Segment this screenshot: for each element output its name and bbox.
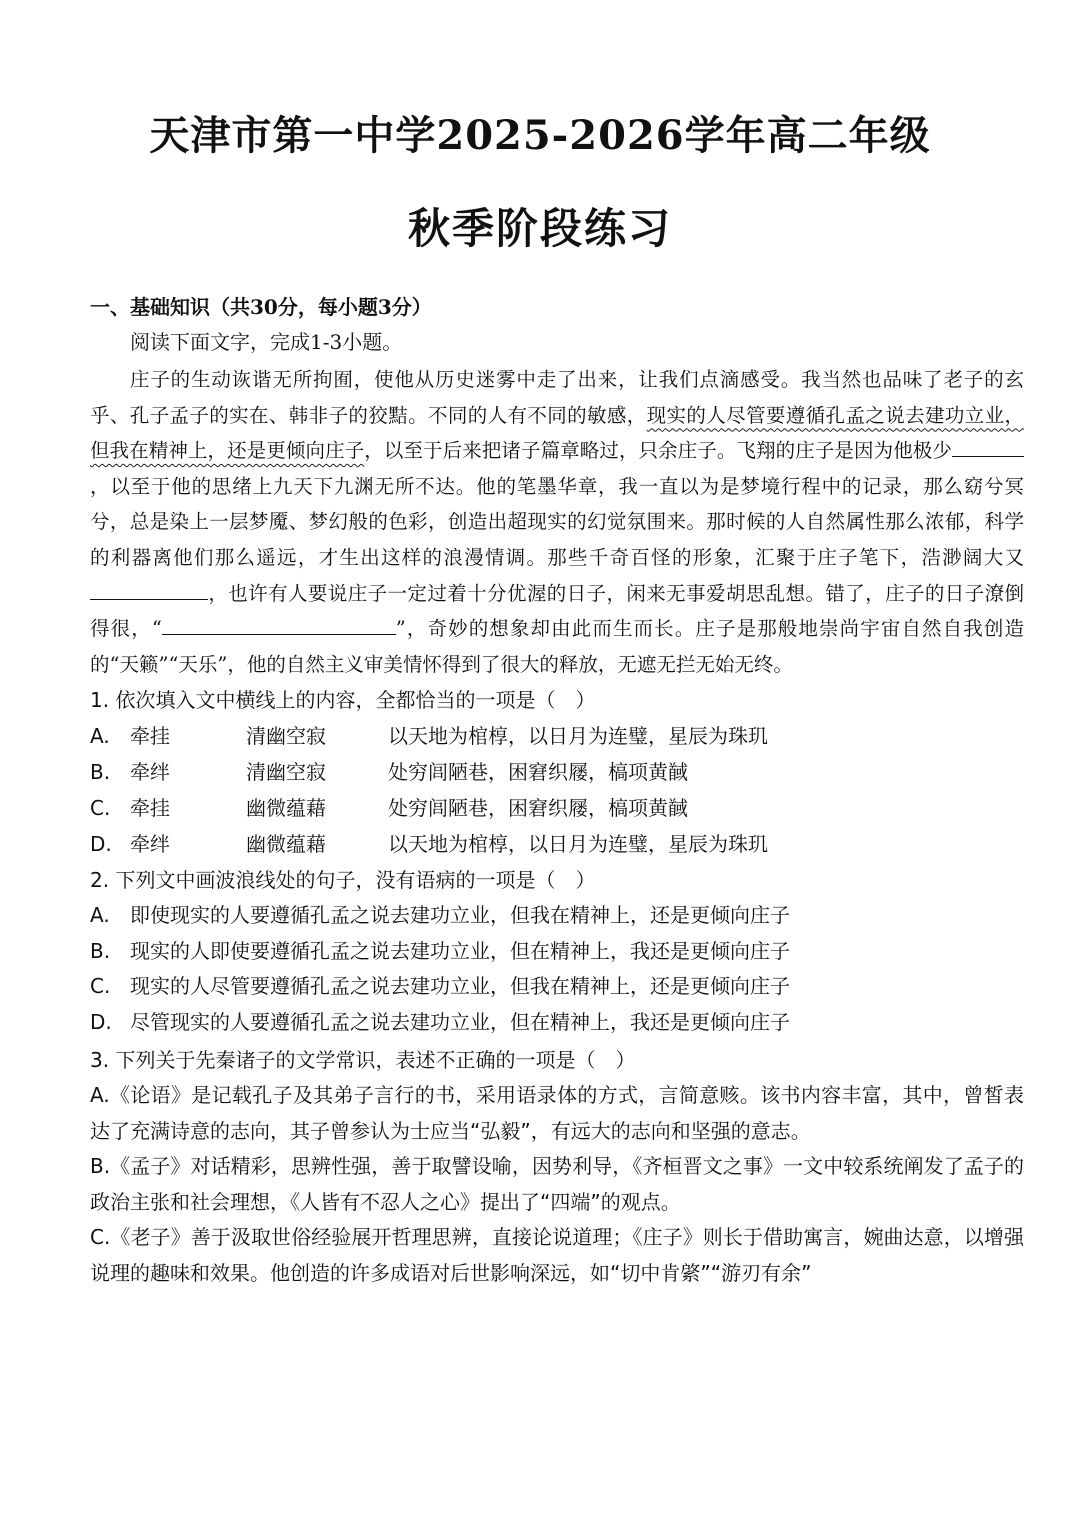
question-1-option xyxy=(90,718,1024,754)
option-letter: B. xyxy=(90,1154,111,1179)
option-word-2: 幽微蕴藉 xyxy=(246,796,326,821)
option-text: 《论语》是记载孔子及其弟子言行的书，采用语录体的方式，言简意赅。该书内容丰富，其中，曾皙表达了充满诗意的志向，其子曾参认为士应当“弘毅”，有远大的志向和坚强的意志。 xyxy=(90,1083,1024,1143)
option-letter: C. xyxy=(90,974,111,999)
question-1-option xyxy=(90,826,1024,862)
fill-blank-1 xyxy=(952,455,1024,457)
option-word-2: 幽微蕴藉 xyxy=(246,832,326,857)
passage-text-3: ，以至于他的思绪上九天下九渊无所不达。他的笔墨华章，我一直以为是梦境行程中的记录，那么窈兮冥兮，总是染上一层梦魇、梦幻般的色彩，创造出超现实的幻觉氛围来。那时候的人自然属性那么浓郁，科学的利器离他们那么遥远，才生出这样的浪漫情调。那些千奇百怪的形象，汇聚于庄子笔下，浩渺阔大又 xyxy=(90,474,1024,569)
option-word-1: 牵绊 xyxy=(130,832,170,857)
option-letter: B. xyxy=(90,938,111,963)
option-text: 现实的人即使要遵循孔孟之说去建功立业，但在精神上，我还是更倾向庄子 xyxy=(130,938,790,963)
wavy-underlined-sentence: 现实的人尽管要遵循孔孟之说去建功立业，但我在精神上，还是更倾向庄子 xyxy=(90,403,1024,463)
fill-blank-3 xyxy=(162,633,396,635)
passage-text-5: ”，奇妙的想象却由此而生而长。庄子是那般地崇尚宇宙自然自我创造的“天籁”“天乐”，他的自然主义审美情怀得到了很大的释放，无遮无拦无始无终。 xyxy=(90,617,1024,676)
passage-text-2: ，以至于后来把诸子篇章略过，只余庄子。飞翔的庄子是因为他极少 xyxy=(364,439,952,463)
option-word-2: 清幽空寂 xyxy=(246,760,326,785)
section-heading: 一、基础知识（共30分，每小题3分） xyxy=(90,295,432,319)
question-1-option xyxy=(90,754,1024,790)
option-word-1: 牵挂 xyxy=(130,724,170,749)
reading-passage xyxy=(90,362,1024,682)
option-phrase: 处穷闾陋巷，困窘织屦，槁项黄馘 xyxy=(388,796,688,821)
option-phrase: 以天地为棺椁，以日月为连璧，星辰为珠玑 xyxy=(388,832,768,857)
option-letter: B. xyxy=(90,760,111,785)
question-1-stem: 1. 依次填入文中横线上的内容，全都恰当的一项是（ ） xyxy=(90,688,596,713)
option-text: 《孟子》对话精彩，思辨性强，善于取譬设喻，因势利导，《齐桓晋文之事》一文中较系统阐发了孟子的政治主张和社会理想，《人皆有不忍人之心》提出了“四端”的观点。 xyxy=(90,1154,1024,1214)
option-letter: A. xyxy=(90,1083,110,1108)
question-1-option xyxy=(90,790,1024,826)
question-2-option xyxy=(90,969,1024,1005)
option-letter: C. xyxy=(90,1225,111,1250)
option-text: 尽管现实的人要遵循孔孟之说去建功立业，但在精神上，我还是更倾向庄子 xyxy=(130,1009,790,1034)
option-word-1: 牵绊 xyxy=(130,760,170,785)
option-word-2: 清幽空寂 xyxy=(246,724,326,749)
fill-blank-2 xyxy=(90,598,208,600)
exam-title-line2: 秋季阶段练习 xyxy=(407,204,672,253)
option-letter: A. xyxy=(90,724,110,749)
question-2-option xyxy=(90,934,1024,970)
question-2-stem: 2. 下列文中画波浪线处的句子，没有语病的一项是（ ） xyxy=(90,868,596,893)
exam-content xyxy=(90,290,1024,1291)
section-instruction: 阅读下面文字，完成1-3小题。 xyxy=(130,330,403,354)
option-word-1: 牵挂 xyxy=(130,796,170,821)
option-phrase: 处穷闾陋巷，困窘织屦，槁项黄馘 xyxy=(388,760,688,785)
option-phrase: 以天地为棺椁，以日月为连璧，星辰为珠玑 xyxy=(388,724,768,749)
passage-text-1: 庄子的生动诙谐无所拘囿，使他从历史迷雾中走了出来，让我们点滴感受。我当然也品味了老子的玄乎、孔子孟子的实在、韩非子的狡黠。不同的人有不同的敏感， xyxy=(90,368,1024,427)
exam-title-line1: 天津市第一中学2025-2026学年高二年级 xyxy=(149,112,931,159)
question-3-option xyxy=(90,1220,1024,1291)
question-3-stem: 3. 下列关于先秦诸子的文学常识，表述不正确的一项是（ ） xyxy=(90,1048,636,1073)
option-text: 《老子》善于汲取世俗经验展开哲理思辨，直接论说道理；《庄子》则长于借助寓言，婉曲达意，以增强说理的趣味和效果。他创造的许多成语对后世影响深远，如“切中肯綮”“游刃有余” xyxy=(90,1225,1024,1285)
question-2-option xyxy=(90,898,1024,934)
passage-text-4: ，也许有人要说庄子一定过着十分优渥的日子，闲来无事爱胡思乱想。错了，庄子的日子潦倒得很，“ xyxy=(90,581,1024,641)
question-2-option xyxy=(90,1005,1024,1041)
option-letter: D. xyxy=(90,832,112,857)
option-text: 现实的人尽管要遵循孔孟之说去建功立业，但我在精神上，还是更倾向庄子 xyxy=(130,974,790,999)
question-3-option xyxy=(90,1149,1024,1220)
option-letter: C. xyxy=(90,796,111,821)
question-3-option xyxy=(90,1078,1024,1149)
option-text: 即使现实的人要遵循孔孟之说去建功立业，但我在精神上，还是更倾向庄子 xyxy=(130,903,790,928)
option-letter: A. xyxy=(90,903,110,928)
option-letter: D. xyxy=(90,1009,112,1034)
